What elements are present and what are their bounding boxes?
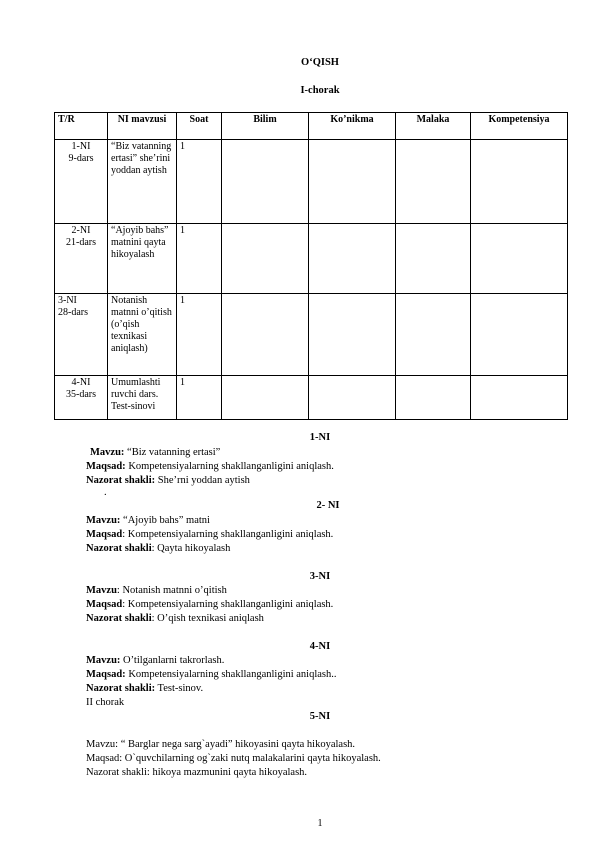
maqsad-label: Maqsad: [86, 599, 123, 610]
maqsad-text: Kompetensiyalarning shakllanganligini aniqlash..: [125, 669, 337, 680]
section-maqsad: [86, 669, 337, 680]
mavzu-label: Mavzu:: [90, 447, 125, 458]
cell-bilim: [222, 140, 309, 224]
cell-tr: 3-NI 28-dars: [55, 294, 108, 376]
section-maqsad: [86, 529, 333, 540]
cell-malaka: [396, 294, 471, 376]
section-mavzu: [86, 515, 210, 526]
stray-dot: .: [104, 487, 107, 498]
section-maqsad: [86, 599, 333, 610]
cell-konikma: [309, 294, 396, 376]
nazorat-text: Test-sinov.: [155, 683, 204, 694]
section-nazorat: [86, 767, 307, 778]
maqsad-label: Maqsad:: [86, 461, 126, 472]
mavzu-text: O’tilganlarni takrorlash.: [120, 655, 225, 666]
section-heading: 4-NI: [309, 641, 331, 652]
cell-topic: “Biz vatanning ertasi” she’rini yoddan aytish: [108, 140, 177, 224]
section-maqsad: [86, 753, 381, 764]
maqsad-label: Maqsad: [86, 529, 123, 540]
nazorat-text: She’rni yoddan aytish: [155, 475, 250, 486]
nazorat-label: Nazorat shakli:: [86, 767, 150, 778]
mavzu-label: Mavzu:: [86, 739, 119, 750]
section-nazorat: [86, 613, 264, 624]
maqsad-text: O`quvchilarning og`zaki nutq malakalarini qayta hikoyalash.: [122, 753, 381, 764]
section-mavzu: [86, 585, 227, 596]
table-row: [55, 224, 568, 294]
quarter-subtitle: I-chorak: [300, 85, 340, 96]
section-heading: 2- NI: [316, 500, 340, 511]
maqsad-label: Maqsad:: [86, 753, 123, 764]
nazorat-label: Nazorat shakli: [86, 543, 152, 554]
cell-soat: 1: [177, 224, 222, 294]
column-header-soat: Soat: [177, 113, 222, 140]
table-row: [55, 140, 568, 224]
cell-bilim: [222, 224, 309, 294]
section-heading: 5-NI: [309, 711, 331, 722]
cell-konikma: [309, 224, 396, 294]
cell-tr: 2-NI 21-dars: [55, 224, 108, 294]
quarter-label: II chorak: [86, 697, 125, 708]
page-title: O‘QISH: [301, 57, 339, 68]
cell-bilim: [222, 294, 309, 376]
section-nazorat: [86, 683, 203, 694]
cell-kompetensiya: [471, 140, 568, 224]
cell-bilim: [222, 376, 309, 420]
cell-tr: 4-NI 35-dars: [55, 376, 108, 420]
column-header-ni-mavzusi: NI mavzusi: [108, 113, 177, 140]
section-mavzu: [86, 739, 355, 750]
cell-malaka: [396, 376, 471, 420]
column-header-tr: T/R: [55, 113, 108, 140]
cell-kompetensiya: [471, 294, 568, 376]
section-heading: 3-NI: [309, 571, 331, 582]
maqsad-text: : Kompetensiyalarning shakllanganligini aniqlash.: [122, 529, 334, 540]
mavzu-text: “Biz vatanning ertasi”: [124, 447, 221, 458]
cell-kompetensiya: [471, 376, 568, 420]
nazorat-text: : Qayta hikoyalash: [151, 543, 231, 554]
cell-soat: 1: [177, 376, 222, 420]
section-maqsad: [86, 461, 334, 472]
section-mavzu: [86, 655, 224, 666]
cell-malaka: [396, 224, 471, 294]
page-number: 1: [317, 818, 323, 829]
mavzu-text: “ Barglar nega sarg`ayadi” hikoyasini qayta hikoyalash.: [118, 739, 356, 750]
section-nazorat: [86, 475, 250, 486]
nazorat-label: Nazorat shakli:: [86, 683, 156, 694]
nazorat-label: Nazorat shakli:: [86, 475, 156, 486]
cell-topic: “Ajoyib bahs” matnini qayta hikoyalash: [108, 224, 177, 294]
table-row: [55, 294, 568, 376]
column-header-malaka: Malaka: [396, 113, 471, 140]
lesson-table: [54, 112, 568, 420]
mavzu-label: Mavzu:: [86, 655, 121, 666]
section-mavzu: [90, 447, 220, 458]
section-nazorat: [86, 543, 230, 554]
maqsad-label: Maqsad:: [86, 669, 126, 680]
mavzu-text: : Notanish matnni o’qitish: [116, 585, 227, 596]
mavzu-label: Mavzu: [86, 585, 117, 596]
cell-konikma: [309, 376, 396, 420]
column-header-bilim: Bilim: [222, 113, 309, 140]
cell-topic: Notanish matnni o’qitish (o’qish texnikasi aniqlash): [108, 294, 177, 376]
cell-kompetensiya: [471, 224, 568, 294]
nazorat-text: hikoya mazmunini qayta hikoyalash.: [149, 767, 308, 778]
cell-malaka: [396, 140, 471, 224]
column-header-kompetensiya: Kompetensiya: [471, 113, 568, 140]
cell-topic: Umumlashti ruvchi dars. Test-sinovi: [108, 376, 177, 420]
maqsad-text: Kompetensiyalarning shakllanganligini aniqlash.: [125, 461, 334, 472]
mavzu-label: Mavzu:: [86, 515, 121, 526]
nazorat-text: : O’qish texnikasi aniqlash: [151, 613, 264, 624]
cell-konikma: [309, 140, 396, 224]
section-heading: 1-NI: [309, 432, 331, 443]
cell-soat: 1: [177, 140, 222, 224]
table-header-row: [55, 113, 568, 140]
nazorat-label: Nazorat shakli: [86, 613, 152, 624]
cell-soat: 1: [177, 294, 222, 376]
column-header-konikma: Ko’nikma: [309, 113, 396, 140]
table-row: [55, 376, 568, 420]
mavzu-text: “Ajoyib bahs” matni: [120, 515, 210, 526]
maqsad-text: : Kompetensiyalarning shakllanganligini aniqlash.: [122, 599, 334, 610]
cell-tr: 1-NI 9-dars: [55, 140, 108, 224]
